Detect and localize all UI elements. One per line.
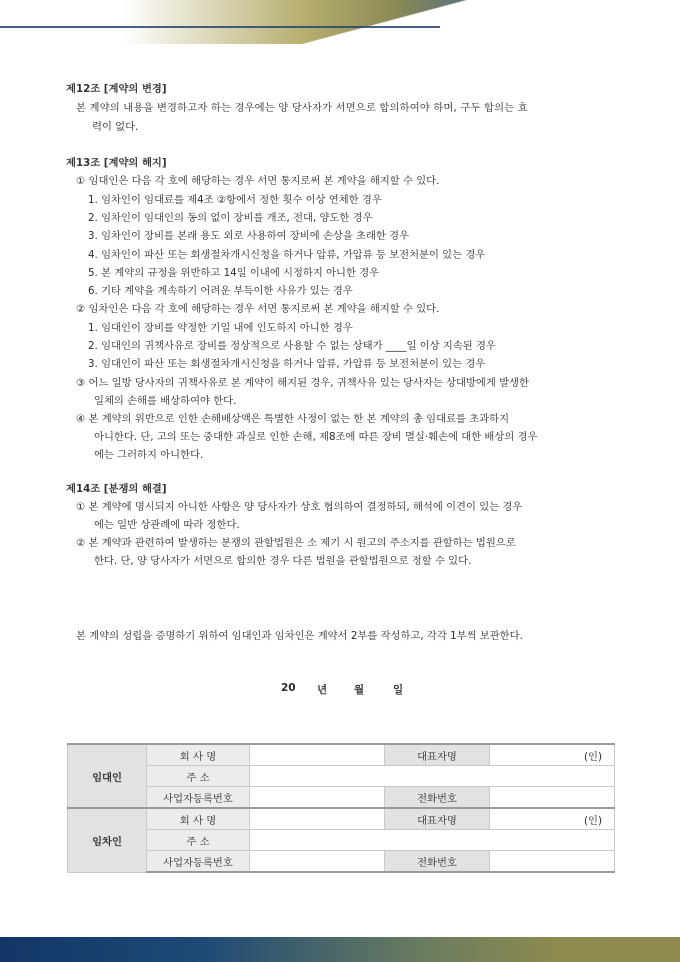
article-12-text: 본 계약의 내용을 변경하고자 하는 경우에는 양 당사자가 서면으로 합의하여야 하며, 구두 합의는 효 [76,102,528,114]
date-year-unit: 년 [317,684,328,696]
address-label: 주 소 [147,766,250,787]
lessor-address-row [68,766,615,787]
article-13-item: 5. 본 계약의 규정을 위반하고 14일 이내에 시정하지 아니한 경우 [88,267,380,279]
lessee-label: 임차인 [68,808,147,872]
article-12-heading: 제12조 [계약의 변경] [66,83,167,95]
article-14-heading: 제14조 [분쟁의 해결] [66,483,167,495]
header-rule [0,26,440,28]
article-13-paragraph-1: ① 임대인은 다음 각 호에 해당하는 경우 서면 통지로써 본 계약을 해지할 수 있다. [76,175,440,187]
article-13-paragraph-4: 아니한다. 단, 고의 또는 중대한 과실로 인한 손해, 제8조에 따른 장비 멸실·훼손에 대한 배상의 경우 [94,431,538,443]
article-13-paragraph-2: ② 임차인은 다음 각 호에 해당하는 경우 서면 통지로써 본 계약을 해지할 수 있다. [76,303,440,315]
date-year: 20 [281,682,296,694]
ceo-name-label: 대표자명 [385,744,490,766]
lessor-phone-field[interactable] [490,787,615,809]
article-14-paragraph-1: 에는 일반 상관례에 따라 정한다. [94,519,240,531]
header-diagonal-cut [0,0,680,44]
lessee-address-row [68,830,615,851]
ceo-name-label: 대표자명 [385,808,490,830]
lessee-company-field[interactable] [250,808,385,830]
lessee-address-field[interactable] [250,830,615,851]
closing-statement: 본 계약의 성립을 증명하기 위하여 임대인과 임차인은 계약서 2부를 작성하고, 각각 1부씩 보관한다. [76,630,523,642]
article-13-item: 1. 임대인이 장비를 약정한 기일 내에 인도하지 아니한 경우 [88,322,353,334]
lessee-company-row [68,808,615,830]
company-name-label: 회 사 명 [147,744,250,766]
article-13-item: 6. 기타 계약을 계속하기 어려운 부득이한 사유가 있는 경우 [88,285,353,297]
article-13-heading: 제13조 [계약의 해지] [66,157,167,169]
lessor-company-row [68,744,615,766]
lessor-biz-row [68,787,615,809]
article-13-paragraph-4: 에는 그러하지 아니한다. [94,449,204,461]
article-13-paragraph-3: 일체의 손해를 배상하여야 한다. [94,395,237,407]
article-13-item: 3. 임대인이 파산 또는 회생절차개시신청을 하거나 압류, 가압류 등 보전처분이 있는 경우 [88,358,486,370]
lessor-address-field[interactable] [250,766,615,787]
address-label: 주 소 [147,830,250,851]
lessee-business-number-field[interactable] [250,851,385,873]
business-number-label: 사업자등록번호 [147,851,250,873]
footer-decoration [0,937,680,962]
article-13-paragraph-3: ③ 어느 일방 당사자의 귀책사유로 본 계약이 해지된 경우, 귀책사유 있는 당사자는 상대방에게 발생한 [76,377,529,389]
lessor-seal[interactable]: (인) [490,744,615,766]
article-12-text: 력이 없다. [92,121,139,133]
article-14-paragraph-2: 한다. 단, 양 당사자가 서면으로 합의한 경우 다른 법원을 관할법원으로 정할 수 있다. [94,555,472,567]
company-name-label: 회 사 명 [147,808,250,830]
article-14-paragraph-1: ① 본 계약에 명시되지 아니한 사항은 양 당사자가 상호 협의하여 결정하되, 해석에 이견이 있는 경우 [76,501,523,513]
lessee-biz-row [68,851,615,873]
lessor-label: 임대인 [68,744,147,808]
parties-table [67,743,615,873]
lessee-seal[interactable]: (인) [490,808,615,830]
phone-label: 전화번호 [385,787,490,809]
article-13-item: 2. 임차인이 임대인의 동의 없이 장비를 개조, 전대, 양도한 경우 [88,212,373,224]
lessee-phone-field[interactable] [490,851,615,873]
date-day-unit: 일 [393,684,404,696]
article-13-item: 4. 임차인이 파산 또는 회생절차개시신청을 하거나 압류, 가압류 등 보전처분이 있는 경우 [88,249,486,261]
article-14-paragraph-2: ② 본 계약과 관련하여 발생하는 분쟁의 관할법원은 소 제기 시 원고의 주소지를 관할하는 법원으로 [76,537,516,549]
lessor-company-field[interactable] [250,744,385,766]
article-13-item: 2. 임대인의 귀책사유로 장비를 정상적으로 사용할 수 없는 상태가 ____일 이상 지속된 경우 [88,340,496,352]
date-month-unit: 월 [354,684,365,696]
article-13-item: 1. 임차인이 임대료를 제4조 ②항에서 정한 횟수 이상 연체한 경우 [88,194,382,206]
article-13-paragraph-4: ④ 본 계약의 위반으로 인한 손해배상액은 특별한 사정이 없는 한 본 계약의 총 임대료를 초과하지 [76,413,510,425]
article-13-item: 3. 임차인이 장비를 본래 용도 외로 사용하여 장비에 손상을 초래한 경우 [88,230,410,242]
phone-label: 전화번호 [385,851,490,873]
header-decoration [0,0,680,44]
business-number-label: 사업자등록번호 [147,787,250,809]
lessor-business-number-field[interactable] [250,787,385,809]
